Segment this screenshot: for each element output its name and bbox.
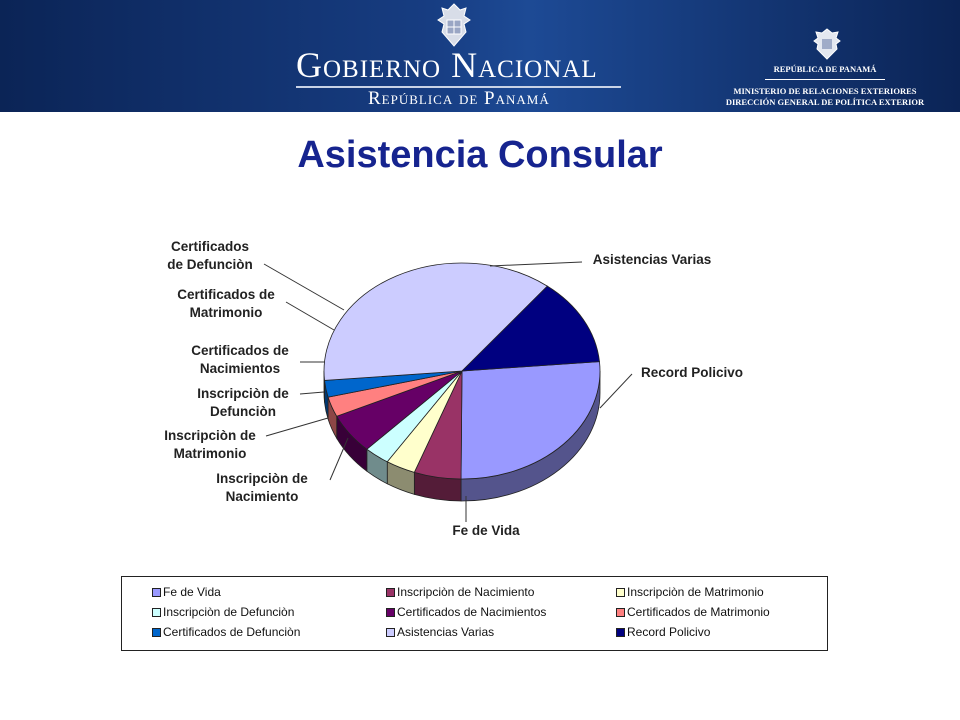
- chart-legend: [121, 576, 828, 651]
- brand-subtitle: República de Panamá: [368, 88, 550, 109]
- data-label-inscripci-n-de-nacimiento: Inscripciòn de Nacimiento: [216, 471, 308, 504]
- leader-line-3: [300, 392, 324, 394]
- legend-item: [152, 585, 221, 599]
- legend-label: Certificados de Matrimonio: [627, 605, 770, 619]
- pie-slice-fe-de-vida: [461, 362, 600, 479]
- legend-swatch: [386, 608, 395, 617]
- legend-item: [616, 625, 710, 639]
- legend-swatch: [616, 608, 625, 617]
- legend-label: Fe de Vida: [163, 585, 221, 599]
- data-label-certificados-de-defunci-n: Certificados de Defunciòn: [167, 239, 253, 272]
- pie-top-faces: [324, 263, 600, 479]
- leader-line-1: [330, 438, 348, 480]
- legend-item: [152, 625, 300, 639]
- leader-line-8: [600, 374, 632, 408]
- data-label-record-policivo: Record Policivo: [640, 365, 744, 380]
- leader-line-2: [266, 418, 328, 436]
- legend-item: [386, 585, 534, 599]
- legend-swatch: [386, 628, 395, 637]
- data-label-inscripci-n-de-defunci-n: Inscripciòn de Defunciòn: [197, 386, 289, 419]
- brand-title: Gobierno Nacional: [296, 45, 598, 85]
- legend-label: Record Policivo: [627, 625, 711, 639]
- legend-item: [616, 605, 770, 619]
- direction-label: DIRECCIÓN GENERAL DE POLÍTICA EXTERIOR: [725, 97, 925, 107]
- legend-label: Certificados de Nacimientos: [397, 605, 547, 619]
- legend-item: [616, 585, 764, 599]
- legend-label: Inscripciòn de Nacimiento: [397, 585, 535, 599]
- chart-title: Asistencia Consular: [297, 134, 663, 176]
- legend-swatch: [616, 588, 625, 597]
- legend-swatch: [616, 628, 625, 637]
- legend-swatch: [152, 608, 161, 617]
- legend-item: [386, 605, 546, 619]
- legend-item: [386, 625, 494, 639]
- data-label-fe-de-vida: Fe de Vida: [452, 523, 520, 538]
- legend-label: Asistencias Varias: [397, 625, 495, 639]
- leader-line-6: [264, 264, 344, 310]
- data-label-certificados-de-matrimonio: Certificados de Matrimonio: [177, 287, 275, 320]
- legend-item: [152, 605, 294, 619]
- legend-label: Inscripciòn de Defunciòn: [163, 605, 295, 619]
- legend-label: Certificados de Defunciòn: [163, 625, 301, 639]
- leader-line-5: [286, 302, 334, 330]
- legend-swatch: [152, 588, 161, 597]
- legend-swatch: [152, 628, 161, 637]
- data-label-asistencias-varias: Asistencias Varias: [592, 252, 712, 267]
- data-label-certificados-de-nacimientos: Certificados de Nacimientos: [191, 343, 289, 376]
- legend-label: Inscripciòn de Matrimonio: [627, 585, 764, 599]
- legend-swatch: [386, 588, 395, 597]
- data-label-inscripci-n-de-matrimonio: Inscripciòn de Matrimonio: [164, 428, 256, 461]
- ministry-label: MINISTERIO DE RELACIONES EXTERIORES: [733, 86, 917, 96]
- leader-line-7: [490, 262, 582, 266]
- republic-label: REPÚBLICA DE PANAMÁ: [773, 64, 877, 74]
